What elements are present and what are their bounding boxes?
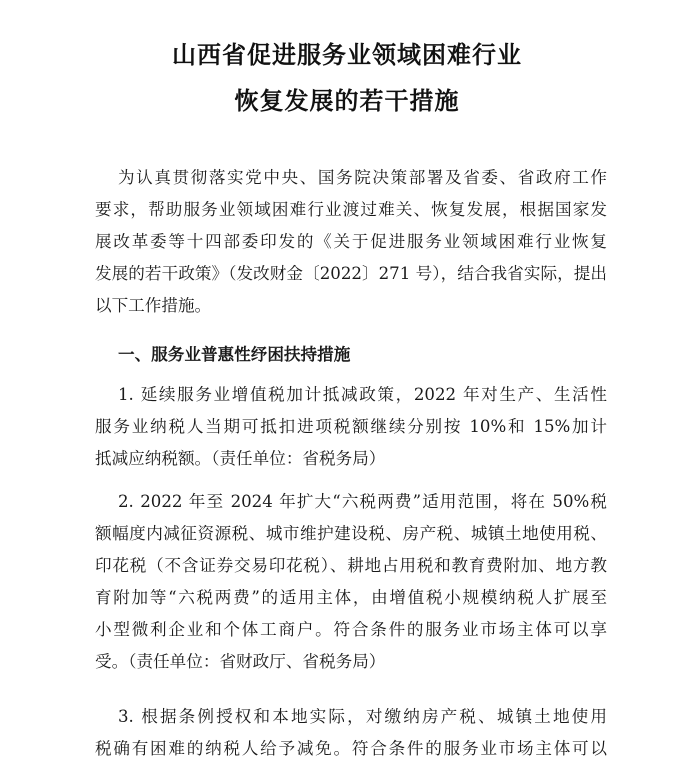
- item-2-line: 受。（责任单位：省财政厅、省税务局）: [95, 652, 386, 671]
- item-2-line: 2. 2022 年至 2024 年扩大“六税两费”适用范围，将在 50%税: [118, 492, 607, 511]
- intro-paragraph-line: 发展的若干政策》（发改财金〔2022〕271 号），结合我省实际，提出: [95, 264, 607, 283]
- intro-paragraph-line: 为认真贯彻落实党中央、国务院决策部署及省委、省政府工作: [118, 168, 607, 187]
- document-title-line-2: 恢复发展的若干措施: [234, 87, 460, 115]
- item-1-line: 1. 延续服务业增值税加计抵减政策，2022 年对生产、生活性: [118, 385, 607, 404]
- item-2-line: 小型微利企业和个体工商户。符合条件的服务业市场主体可以享: [95, 620, 607, 639]
- intro-paragraph-line: 展改革委等十四部委印发的《关于促进服务业领域困难行业恢复: [95, 232, 607, 251]
- item-2-line: 育附加等“六税两费”的适用主体，由增值税小规模纳税人扩展至: [95, 588, 607, 607]
- item-3-line: 税确有困难的纳税人给予减免。符合条件的服务业市场主体可以: [95, 739, 607, 758]
- intro-paragraph-line: 要求，帮助服务业领域困难行业渡过难关、恢复发展，根据国家发: [95, 200, 607, 219]
- item-3-line: 3. 根据条例授权和本地实际，对缴纳房产税、城镇土地使用: [118, 707, 607, 726]
- section-heading: 一、服务业普惠性纾困扶持措施: [118, 345, 351, 364]
- item-2-line: 印花税（不含证券交易印花税）、耕地占用税和教育费附加、地方教: [95, 556, 607, 575]
- item-2-line: 额幅度内减征资源税、城市维护建设税、房产税、城镇土地使用税、: [95, 524, 607, 543]
- document-title-line-1: 山西省促进服务业领域困难行业: [172, 41, 522, 69]
- intro-paragraph-line: 以下工作措施。: [95, 296, 212, 315]
- item-1-line: 抵减应纳税额。（责任单位：省税务局）: [95, 449, 386, 468]
- item-1-line: 服务业纳税人当期可抵扣进项税额继续分别按 10%和 15%加计: [95, 417, 607, 436]
